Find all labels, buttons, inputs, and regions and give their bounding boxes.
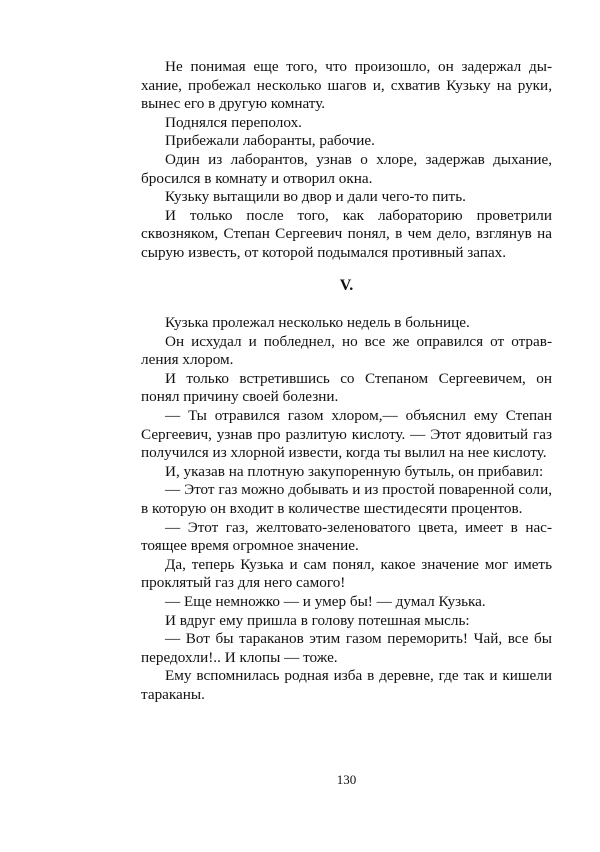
- paragraph: — Ты отравился газом хлором,— объяснил ему Степан Сергеевич, узнав про разлитую кислоту. — Этот ядовитый газ получился из хлорной извести, когда ты вылил на нее кислоту.: [141, 406, 552, 462]
- page-number: 130: [336, 772, 357, 787]
- paragraph: Он исхудал и побледнел, но все же оправился от отравления хлором.: [141, 332, 552, 369]
- paragraph: И только после того, как лабораторию проветрили сквозняком, Степан Сергеевич понял, в чем дело, взглянув на сырую известь, от которой подымался противный запах.: [141, 206, 552, 261]
- paragraph: И только встретившись со Степаном Сергеевичем, он понял причину своей болезни.: [141, 369, 552, 406]
- paragraph: И вдруг ему пришла в голову потешная мысль:: [165, 611, 470, 629]
- paragraph: Да, теперь Кузька и сам понял, какое значение мог иметь проклятый газ для него самого!: [141, 555, 552, 592]
- text-block-before-chapter: [141, 58, 552, 263]
- paragraph: И, указав на плотную закупоренную бутыль, он прибавил:: [165, 462, 544, 480]
- paragraph: — Этот газ можно добывать и из простой поваренной соли, в которую он входит в количестве шестидесяти процентов.: [141, 481, 552, 517]
- paragraph: Прибежали лаборанты, рабочие.: [165, 132, 375, 150]
- paragraph: Один из лаборантов, узнав о хлоре, задержав дыхание, бросился в комнату и отворил окна.: [141, 150, 552, 187]
- paragraph: Кузька пролежал несколько недель в больнице.: [165, 314, 470, 331]
- paragraph: Поднялся переполох.: [165, 113, 302, 131]
- chapter-heading: V.: [339, 277, 354, 294]
- text-block-chapter-body: [141, 314, 552, 704]
- paragraph: — Еще немножко — и умер бы! — думал Кузька.: [165, 592, 486, 610]
- paragraph: Ему вспомнилась родная изба в деревне, где так и кишели тараканы.: [141, 667, 552, 703]
- paragraph: — Вот бы тараканов этим газом переморить! Чай, все бы передохли!.. И клопы — тоже.: [141, 630, 552, 666]
- paragraph: Не понимая еще того, что произошло, он задержал дыхание, пробежал несколько шагов и, схватив Кузьку на руки, вынес его в другую комнату.: [141, 58, 552, 113]
- paragraph: Кузьку вытащили во двор и дали чего-то пить.: [165, 188, 466, 206]
- paragraph: — Этот газ, желтовато-зеленоватого цвета, имеет в настоящее время огромное значение.: [141, 518, 552, 555]
